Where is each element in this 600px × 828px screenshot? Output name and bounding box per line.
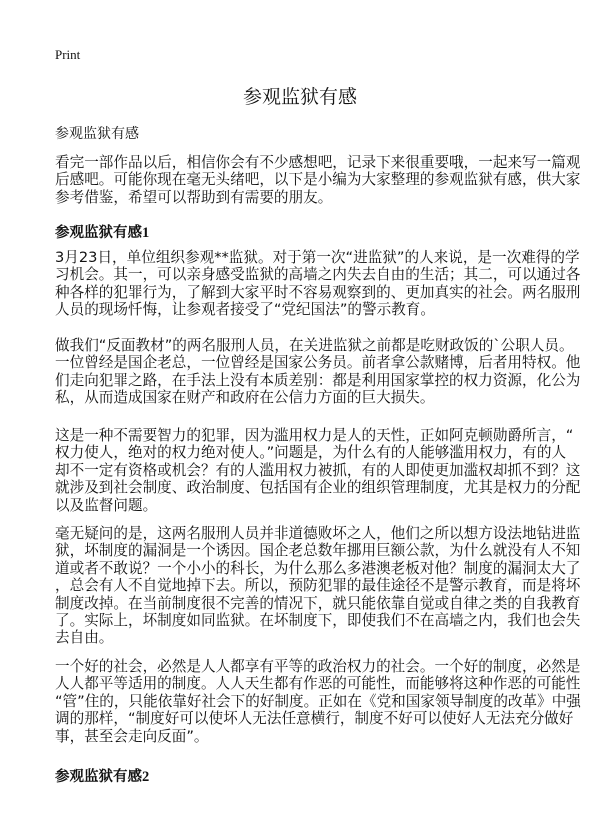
text-line: 这是一种不需要智力的犯罪，因为滥用权力是人的天性，正如阿克顿勋爵所言，“ [55,427,574,444]
text-line: 看完一部作品以后，相信你会有不少感想吧，记录下来很重要哦，一起来写一篇观 [55,154,581,171]
section-heading-2: 参观监狱有感2 [55,769,150,785]
text-line: 却不一定有资格或机会？有的人滥用权力被抓，有的人即使更加滥权却抓不到？这 [55,461,581,479]
text-line: 道或者不敢说？一个小小的科长，为什么那么多港澳老板对他？制度的漏洞太大了 [55,559,581,577]
text-line: 做我们“反面教材”的两名服刑人员，在关进监狱之前都是吃财政饭的`公职人员。 [55,337,574,354]
text-line: 狱，坏制度的漏洞是一个诱因。国企老总数年挪用巨额公款，为什么就没有人不知 [55,542,581,560]
text-line: 就涉及到社会制度、政治制度、包括国有企业的组织管理制度，尤其是权力的分配 [55,479,581,497]
print-link[interactable]: Print [55,47,81,62]
text-line: 调的那样，“制度好可以使坏人无法任意横行，制度不好可以使好人无法充分做好 [55,710,574,728]
text-line: 人员的现场忏悔，让参观者接受了“党纪国法”的警示教育。 [55,301,435,319]
text-line: 以及监督问题。 [55,496,158,514]
intro-paragraph [55,154,581,206]
text-line: 私，从而造成国家在财产和政府在公信力方面的巨大损失。 [55,389,435,407]
text-line: 习机会。其一，可以亲身感受监狱的高墙之内失去自由的生活；其二，可以通过各 [55,266,581,284]
text-line: 一位曾经是国企老总，一位曾经是国家公务员。前者拿公款赌博，后者用特权。他 [55,354,581,372]
text-line: 参考借鉴，希望可以帮助到有需要的朋友。 [55,188,333,206]
text-line: 一个好的社会，必然是人人都享有平等的政治权力的社会。一个好的制度，必然是 [55,658,581,675]
text-line: 毫无疑问的是，这两名服刑人员并非道德败坏之人，他们之所以想方设法地钻进监 [55,525,581,542]
section-heading-1: 参观监狱有感1 [55,225,150,241]
text-line: 后感吧。可能你现在毫无头绪吧，以下是小编为大家整理的参观监狱有感，供大家 [55,171,581,189]
text-line: 了。实际上，坏制度如同监狱。在坏制度下，即使我们不在高墙之内，我们也会失 [55,612,581,630]
text-line: 种各样的犯罪行为，了解到大家平时不容易观察到的、更加真实的社会。两名服刑 [55,283,581,301]
text-line: ，总会有人不自觉地掉下去。所以，预防犯罪的最佳途径不是警示教育，而是将坏 [55,577,581,595]
text-line: 去自由。 [55,629,114,647]
page-title: 参观监狱有感 [242,86,357,108]
paragraph [55,337,581,407]
text-line: 权力使人，绝对的权力绝对使人。”问题是，为什么有的人能够滥用权力，有的人 [55,444,567,462]
subtitle: 参观监狱有感 [55,126,139,142]
text-line: 人人都平等适用的制度。人人天生都有作恶的可能性，而能够将这种作恶的可能性 [55,675,581,693]
text-line: “管”住的，只能依靠好社会下的好制度。正如在《党和国家领导制度的改革》中强 [55,692,581,710]
text-line: 们走向犯罪之路，在手法上没有本质差别：都是利用国家掌控的权力资源，化公为 [55,371,581,389]
paragraph [55,658,581,745]
paragraph [55,525,581,647]
paragraph [55,427,581,514]
text-line: 制度改掉。在当前制度很不完善的情况下，就只能依靠自觉或自律之类的自我教育 [55,594,581,612]
text-line: 3月23日，单位组织参观**监狱。对于第一次“进监狱”的人来说，是一次难得的学 [55,249,580,266]
paragraph [55,249,581,319]
text-line: 事，甚至会走向反面”。 [55,727,209,745]
